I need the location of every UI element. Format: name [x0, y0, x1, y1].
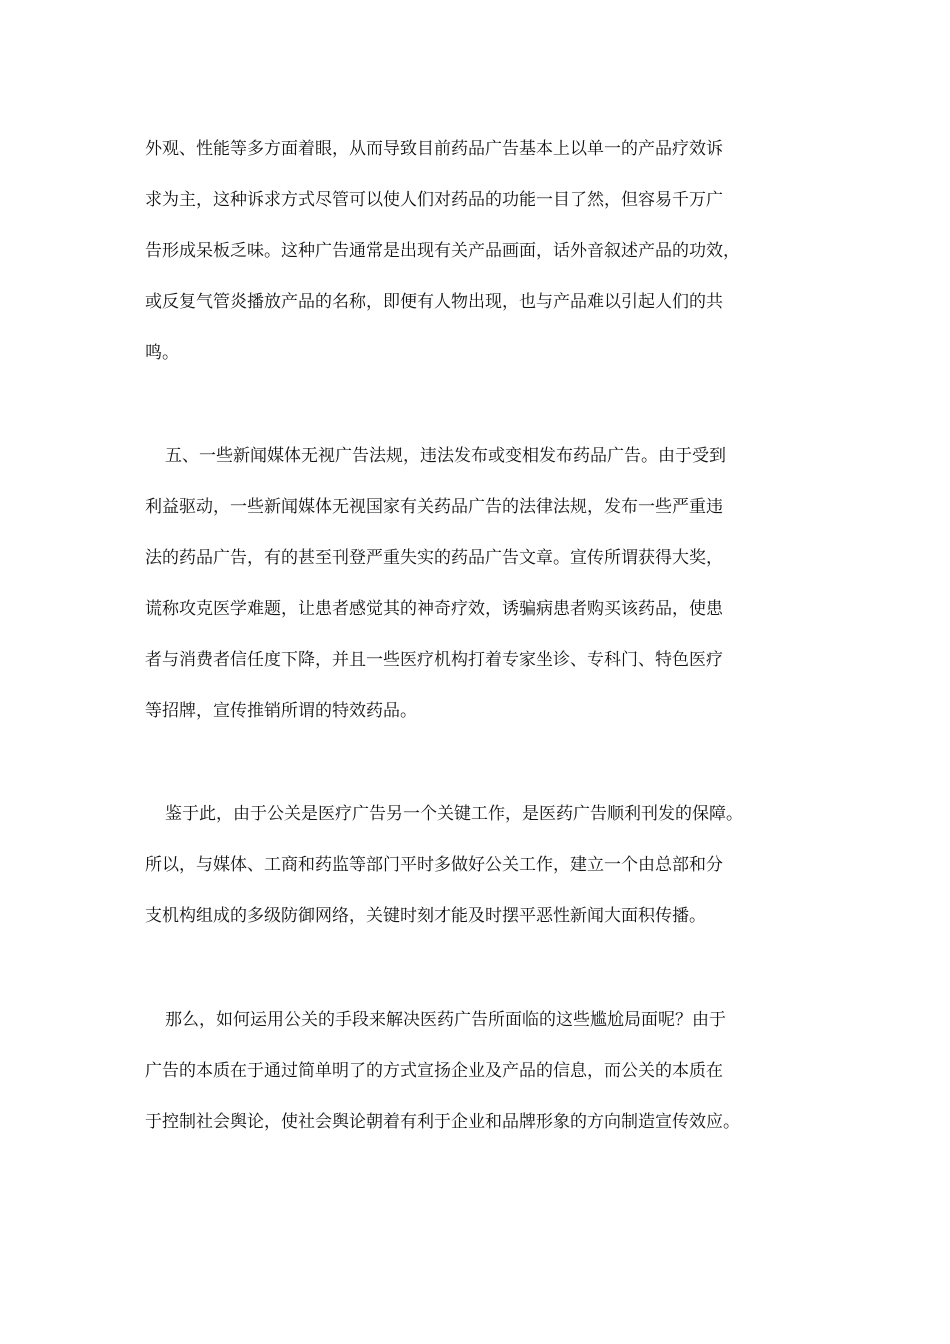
text-line: 法的药品广告，有的甚至刊登严重失实的药品广告文章。宣传所谓获得大奖， [145, 548, 723, 568]
text-line: 等招牌，宣传推销所谓的特效药品。 [145, 701, 417, 721]
text-line: 鉴于此，由于公关是医疗广告另一个关键工作，是医药广告顺利刊发的保障。 [165, 804, 743, 824]
text-line: 或反复气管炎播放产品的名称，即便有人物出现，也与产品难以引起人们的共 [145, 292, 723, 312]
paragraph-1 [145, 138, 815, 393]
text-line: 者与消费者信任度下降，并且一些医疗机构打着专家坐诊、专科门、特色医疗 [145, 650, 723, 670]
text-line: 求为主，这种诉求方式尽管可以使人们对药品的功能一目了然，但容易千万广 [145, 190, 723, 210]
text-line: 鸣。 [145, 343, 179, 363]
text-line: 支机构组成的多级防御网络，关键时刻才能及时摆平恶性新闻大面积传播。 [145, 906, 706, 926]
paragraph-3 [145, 803, 815, 956]
text-line: 那么，如何运用公关的手段来解决医药广告所面临的这些尴尬局面呢？由于 [165, 1010, 726, 1030]
text-line: 谎称攻克医学难题，让患者感觉其的神奇疗效，诱骗病患者购买该药品，使患 [145, 599, 723, 619]
text-line: 外观、性能等多方面着眼，从而导致目前药品广告基本上以单一的产品疗效诉 [145, 139, 723, 159]
text-line: 利益驱动，一些新闻媒体无视国家有关药品广告的法律法规，发布一些严重违 [145, 497, 723, 517]
paragraph-4 [145, 1009, 815, 1162]
paragraph-2 [145, 445, 815, 751]
text-line: 于控制社会舆论，使社会舆论朝着有利于企业和品牌形象的方向制造宣传效应。 [145, 1112, 740, 1132]
text-line: 广告的本质在于通过简单明了的方式宣扬企业及产品的信息，而公关的本质在 [145, 1061, 723, 1081]
text-line: 五、一些新闻媒体无视广告法规，违法发布或变相发布药品广告。由于受到 [165, 446, 726, 466]
text-line: 所以，与媒体、工商和药监等部门平时多做好公关工作，建立一个由总部和分 [145, 855, 723, 875]
text-line: 告形成呆板乏味。这种广告通常是出现有关产品画面，话外音叙述产品的功效， [145, 241, 740, 261]
